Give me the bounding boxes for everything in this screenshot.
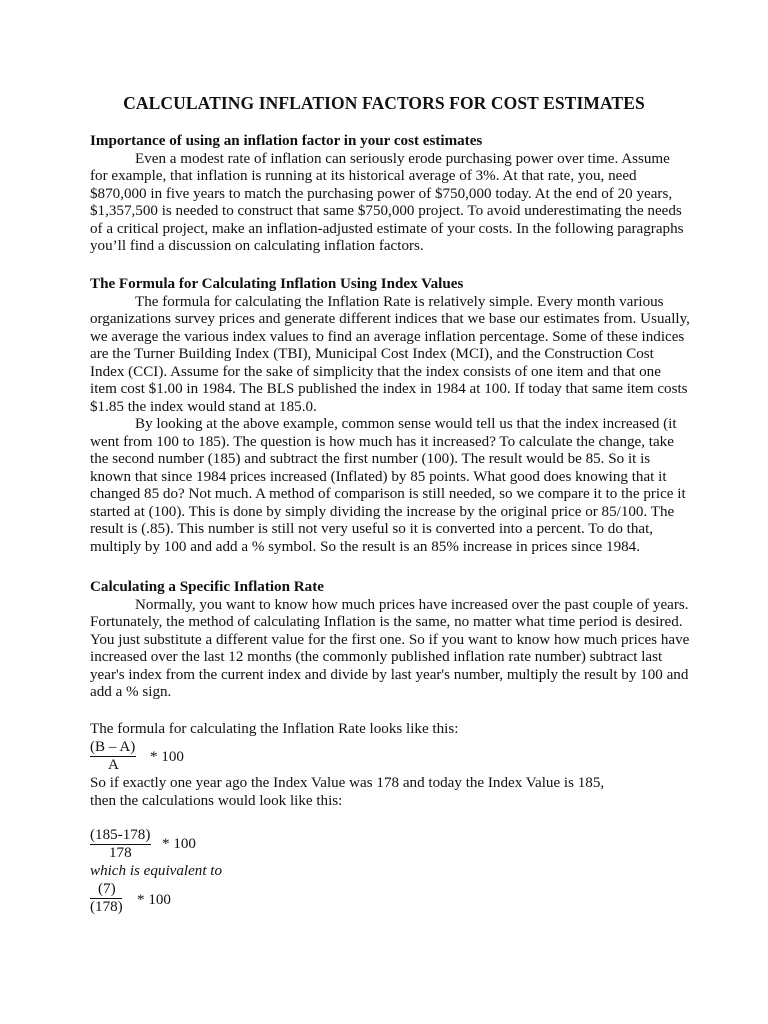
paragraph-formula-index-1: The formula for calculating the Inflation Rate is relatively simple. Every month various organizations survey prices and generate different indices that we base our estimates from. Usually, we average the various index values to find an average inflation percentage. Some of these indices are the Turner Building Index (TBI), Municipal Cost Index (MCI), and the Construction Cost Index (CCI). Assume for the sake of simplicity that the index consists of one item and that one item cost $1.00 in 1984. The BLS published the index in 1984 at 100. If today that same item costs $1.85 the index would stand at 185.0. (90, 293, 690, 415)
example-1-multiplier: * 100 (162, 836, 196, 852)
example-fraction-1 (90, 827, 151, 862)
example-1-numerator: (185-178) (90, 827, 151, 843)
section-heading-specific-rate: Calculating a Specific Inflation Rate (90, 579, 324, 595)
example-text (90, 775, 690, 810)
equivalent-text: which is equivalent to (90, 863, 223, 879)
example-2-multiplier: * 100 (137, 892, 171, 908)
paragraph-specific-rate: Normally, you want to know how much prices have increased over the past couple of years. Fortunately, the method of calculating Inflation is the same, no matter what time period is desired. You just substitute a different value for the first one. So if you want to know how much prices have increased over the last 12 months (the commonly published inflation rate number) subtract last year's index from the current index and divide by last year's number, multiply the result by 100 and add a % sign. (90, 596, 690, 700)
formula-denominator: A (108, 757, 119, 773)
document-title: CALCULATING INFLATION FACTORS FOR COST ESTIMATES (123, 93, 645, 113)
formula-fraction (90, 739, 136, 774)
section-formula-index (90, 276, 690, 556)
example-2-denominator: (178) (90, 899, 123, 915)
example-fraction-2 (90, 881, 123, 916)
paragraph-formula-index-2: By looking at the above example, common sense would tell us that the index increased (it went from 100 to 185). The question is how much has it increased? To calculate the change, take the second number (185) and subtract the first number (100). The result would be 85. So it is known that since 1984 prices increased (Inflated) by 85 points. What good does knowing that it changed 85 do? Not much. A method of comparison is still needed, so we compare it to the price it started at (100). This is done by simply dividing the increase by the original price or 85/100. The result is (.85). This number is still not very useful so it is converted into a percent. To do that, multiply by 100 and add a % symbol. So the result is an 85% increase in prices since 1984. (90, 416, 686, 555)
paragraph-importance: Even a modest rate of inflation can seriously erode purchasing power over time. Assume for example, that inflation is running at its historical average of 3%. At that rate, you, need $870,000 in five years to match the purchasing power of $750,000 today. At the end of 20 years, $1,357,500 is needed to construct that same $750,000 project. To avoid underestimating the needs of a critical project, make an inflation-adjusted estimate of your costs. In the following paragraphs you’ll find a discussion on calculating inflation factors. (90, 150, 684, 254)
example-line-2: then the calculations would look like this: (90, 792, 343, 809)
formula-numerator: (B – A) (90, 739, 136, 755)
example-1-denominator: 178 (109, 845, 132, 861)
example-2-numerator: (7) (90, 881, 122, 899)
formula-intro: The formula for calculating the Inflation Rate looks like this: (90, 721, 459, 737)
section-specific-rate (90, 579, 690, 702)
section-heading-formula-index: The Formula for Calculating Inflation Using Index Values (90, 276, 464, 292)
formula-multiplier: * 100 (150, 749, 184, 765)
section-heading-importance: Importance of using an inflation factor in your cost estimates (90, 133, 483, 149)
example-line-1: So if exactly one year ago the Index Value was 178 and today the Index Value is 185, (90, 775, 605, 791)
section-importance (90, 133, 690, 256)
